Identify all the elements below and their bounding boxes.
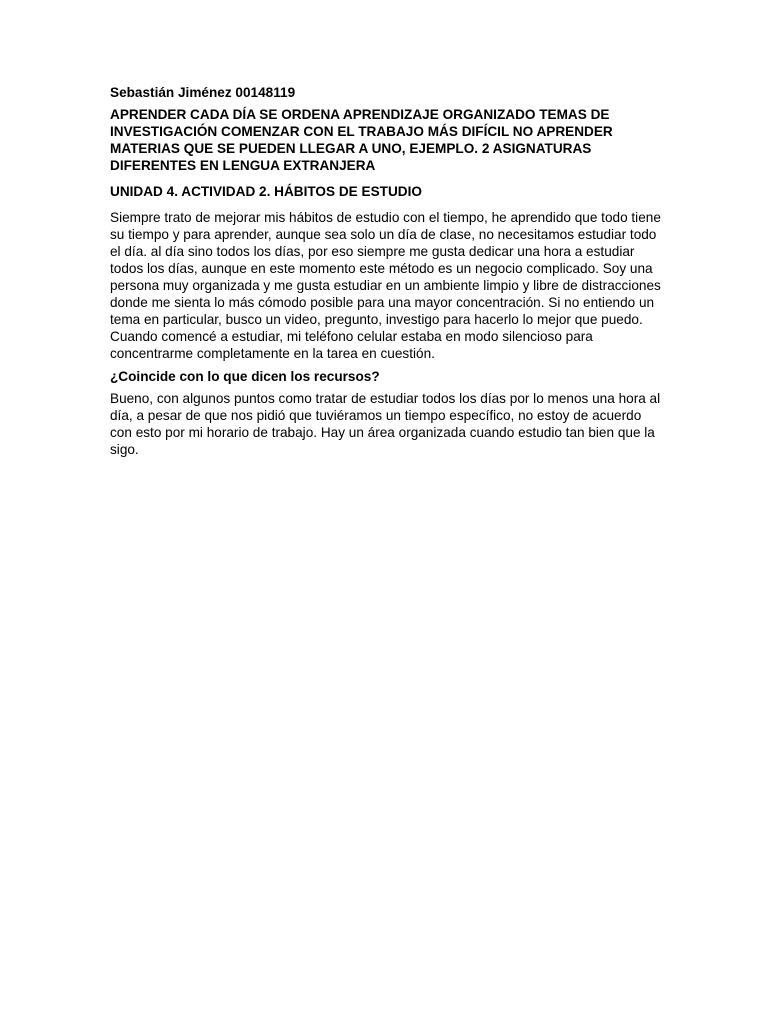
unit-heading: UNIDAD 4. ACTIVIDAD 2. HÁBITOS DE ESTUDIO	[110, 184, 422, 199]
question-heading: ¿Coincide con lo que dicen los recursos?	[110, 369, 380, 384]
body-paragraph-1: Siempre trato de mejorar mis hábitos de estudio con el tiempo, he aprendido que todo tiene su tiempo y para aprender, aunque sea solo un día de clase, no necesitamos estudiar todo el día. al día sino todos los días, por eso siempre me gusta dedicar una hora a estudiar todos los días, aunque en este momento este método es un negocio complicado. Soy una persona muy organizada y me gusta estudiar en un ambiente limpio y libre de distracciones donde me sienta lo más cómodo posible para una mayor concentración. Si no entiendo un tema en particular, busco un video, pregunto, investigo para hacerlo lo mejor que puedo. Cuando comencé a estudiar, mi teléfono celular estaba en modo silencioso para concentrarme completamente en la tarea en cuestión.	[110, 210, 661, 361]
author-line: Sebastián Jiménez 00148119	[110, 85, 296, 100]
body-paragraph-2: Bueno, con algunos puntos como tratar de estudiar todos los días por lo menos una hora al día, a pesar de que nos pidió que tuviéramos un tiempo específico, no estoy de acuerdo con esto por mi horario de trabajo. Hay un área organizada cuando estudio tan bien que la sigo.	[110, 391, 661, 457]
document-body	[110, 84, 662, 464]
intro-paragraph: APRENDER CADA DÍA SE ORDENA APRENDIZAJE ORGANIZADO TEMAS DE INVESTIGACIÓN COMENZAR CON EL TRABAJO MÁS DIFÍCIL NO APRENDER MATERIAS QUE SE PUEDEN LLEGAR A UNO, EJEMPLO. 2 ASIGNATURAS DIFERENTES EN LENGUA EXTRANJERA	[110, 107, 613, 173]
